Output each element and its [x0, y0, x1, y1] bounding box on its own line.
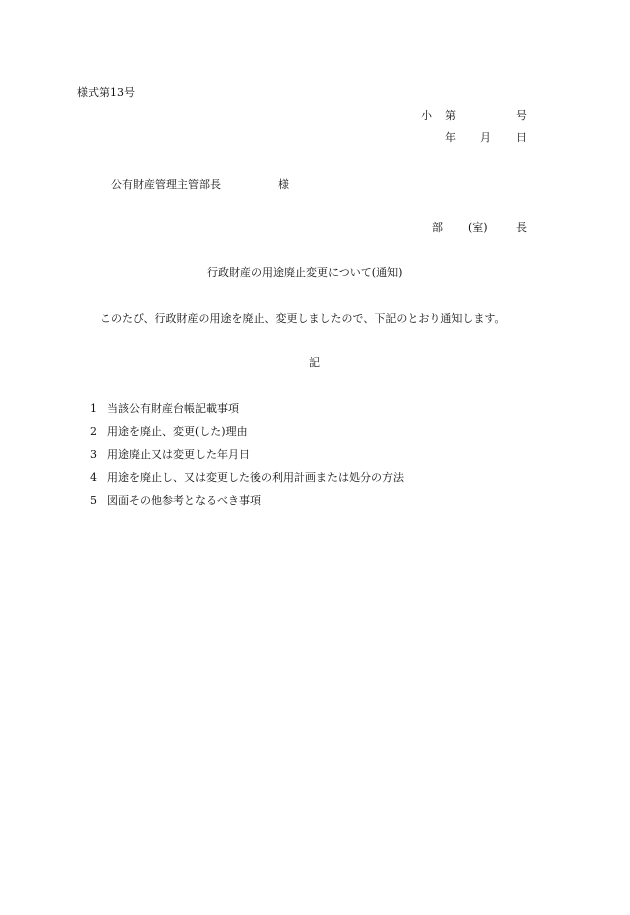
doc-number-prefix: 小	[421, 109, 432, 122]
list-item	[90, 425, 404, 448]
list-item	[90, 448, 404, 471]
item-number: 4	[90, 471, 97, 484]
item-number: 3	[90, 448, 97, 461]
item-list	[90, 402, 404, 517]
date-year: 年	[445, 131, 456, 144]
item-text: 当該公有財産台帳記載事項	[107, 402, 239, 415]
addressee-line	[0, 178, 630, 192]
doc-number-gou: 号	[516, 109, 527, 122]
addressee-honorific: 様	[278, 178, 289, 191]
item-number: 2	[90, 425, 97, 438]
doc-number-dai: 第	[445, 109, 456, 122]
item-text: 用途を廃止し、又は変更した後の利用計画または処分の方法	[107, 471, 404, 484]
item-text: 用途廃止又は変更した年月日	[107, 448, 250, 461]
form-number: 様式第13号	[77, 86, 135, 99]
sender-shitsu: (室)	[468, 221, 488, 234]
list-item	[90, 494, 404, 517]
addressee-name: 公有財産管理主管部長	[111, 178, 221, 191]
sender-bu: 部	[432, 221, 443, 234]
date-day: 日	[516, 131, 527, 144]
document-date-line	[0, 131, 630, 145]
document-title: 行政財産の用途廃止変更について(通知)	[207, 266, 403, 279]
body-text: このたび、行政財産の用途を廃止、変更しましたので、下記のとおり通知します。	[100, 312, 506, 325]
date-month: 月	[480, 131, 491, 144]
item-number: 5	[90, 494, 97, 507]
sender-chou: 長	[516, 221, 527, 234]
item-number: 1	[90, 402, 97, 415]
ki-heading: 記	[309, 356, 320, 369]
list-item	[90, 471, 404, 494]
list-item	[90, 402, 404, 425]
sender-line	[0, 221, 630, 235]
item-text: 用途を廃止、変更(した)理由	[107, 425, 248, 438]
document-number-line	[0, 109, 630, 123]
item-text: 図面その他参考となるべき事項	[107, 494, 261, 507]
